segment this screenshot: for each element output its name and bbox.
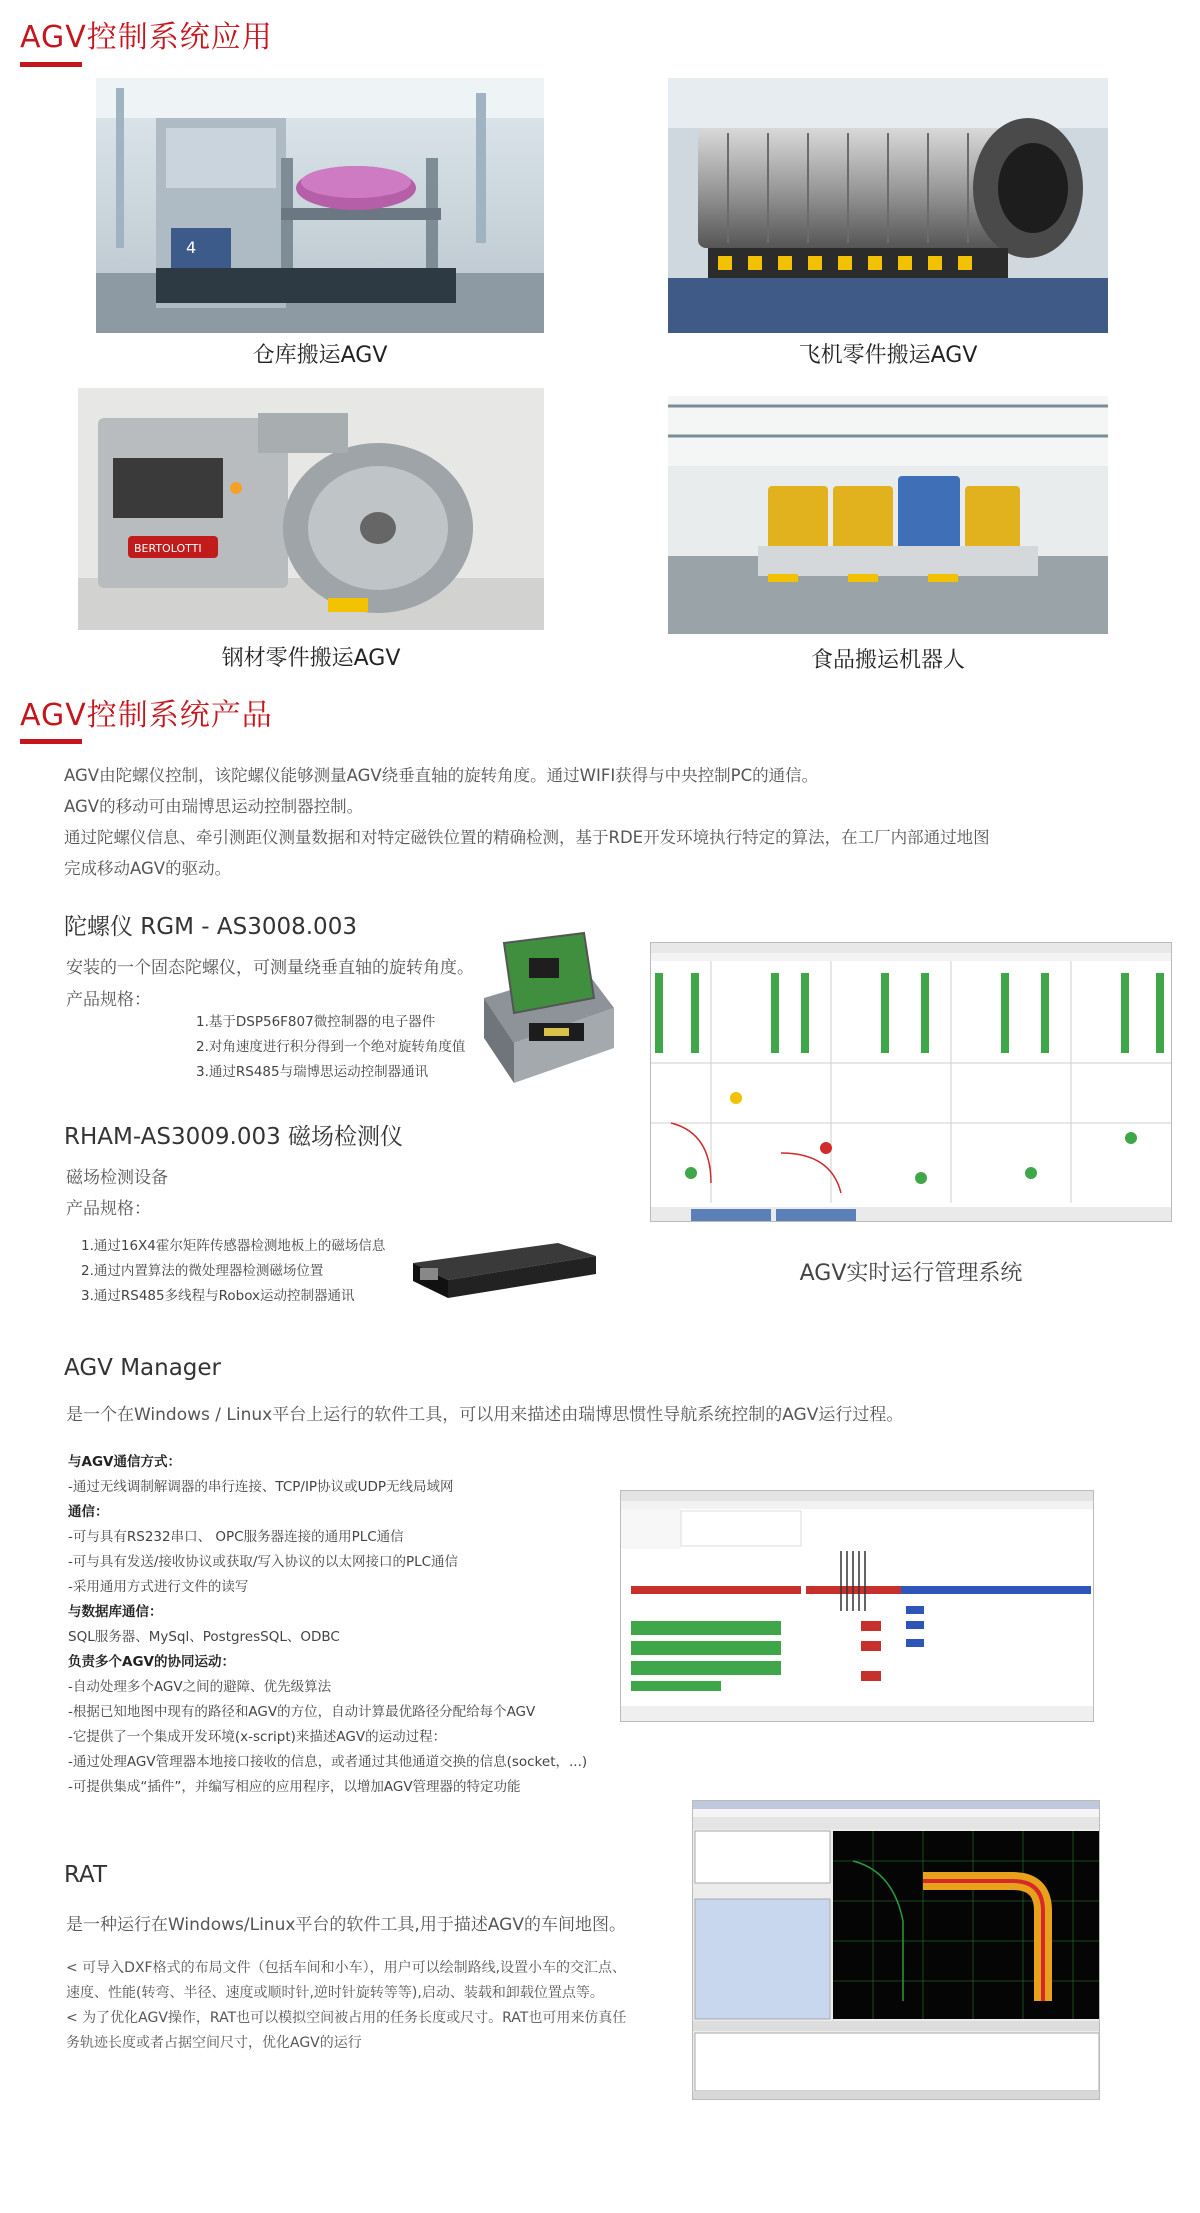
intro-paragraph	[64, 760, 990, 884]
warehouse-agv-photo	[96, 78, 544, 333]
gyro-spec-label: 产品规格：	[66, 990, 151, 1010]
aircraft-part-agv-photo	[668, 78, 1108, 333]
spec-item: 2.对角速度进行积分得到一个绝对旋转角度值	[196, 1039, 466, 1055]
section-title-underline	[20, 739, 82, 744]
magnetic-title: RHAM-AS3009.003 磁场检测仪	[64, 1124, 404, 1150]
detail-line: -通过无线调制解调器的串行连接、TCP/IP协议或UDP无线局域网	[68, 1479, 454, 1495]
svg-text:4: 4	[186, 238, 197, 257]
detail-heading: 负责多个AGV的协同运动：	[68, 1654, 235, 1670]
rat-line: < 为了优化AGV操作，RAT也可以模拟空间被占用的任务长度或尺寸。RAT也可用来仿真任	[66, 2010, 627, 2026]
gyro-spec-list	[196, 1010, 465, 1085]
section-title-underline	[20, 62, 82, 67]
food-robot-photo	[668, 396, 1108, 634]
detail-line: -通过处理AGV管理器本地接口接收的信息，或者通过其他通道交换的信息(socket，...)	[68, 1754, 588, 1770]
detail-line: -可提供集成“插件”，并编写相应的应用程序，以增加AGV管理器的特定功能	[68, 1779, 521, 1795]
detail-line: -自动处理多个AGV之间的避障、优先级算法	[68, 1679, 332, 1695]
detail-line: SQL服务器、MySql、PostgresSQL、ODBC	[68, 1629, 340, 1645]
section-title-applications: AGV控制系统应用	[20, 20, 273, 55]
magnetic-desc: 磁场检测设备	[66, 1168, 168, 1188]
rat-line: 务轨迹长度或者占据空间尺寸，优化AGV的运行	[66, 2035, 362, 2051]
rat-screenshot	[692, 1800, 1100, 2100]
steel-part-agv-photo	[78, 388, 544, 630]
photo-caption: 仓库搬运AGV	[252, 343, 388, 368]
magnetic-spec-list	[81, 1234, 385, 1309]
manager-detail-list	[68, 1450, 587, 1800]
svg-text:BERTOLOTTI: BERTOLOTTI	[134, 542, 202, 555]
spec-item: 3.通过RS485多线程与Robox运动控制器通讯	[81, 1288, 355, 1304]
rat-line: < 可导入DXF格式的布局文件（包括车间和小车），用户可以绘制路线,设置小车的交汇点、	[66, 1960, 627, 1976]
detail-heading: 与数据库通信：	[68, 1604, 163, 1620]
intro-line: AGV的移动可由瑞博思运动控制器控制。	[64, 797, 364, 816]
rat-detail-list	[66, 1956, 626, 2056]
intro-line: 完成移动AGV的驱动。	[64, 859, 232, 878]
gyro-desc: 安装的一个固态陀螺仪，可测量绕垂直轴的旋转角度。	[66, 958, 474, 978]
detail-line: -可与具有发送/接收协议或获取/写入协议的以太网接口的PLC通信	[68, 1554, 459, 1570]
detail-line: -采用通用方式进行文件的读写	[68, 1579, 249, 1595]
detail-line: -它提供了一个集成开发环境(x-script)来描述AGV的运动过程：	[68, 1729, 447, 1745]
gyro-title: 陀螺仪 RGM - AS3008.003	[64, 914, 357, 940]
section-title-products: AGV控制系统产品	[20, 698, 273, 733]
detail-heading: 与AGV通信方式：	[68, 1454, 181, 1470]
detail-line: -可与具有RS232串口、 OPC服务器连接的通用PLC通信	[68, 1529, 404, 1545]
rat-line: 速度、性能(转弯、半径、速度或顺时针,逆时针旋转等等),启动、装载和卸载位置点等。	[66, 1985, 604, 2001]
gyro-device-image	[474, 928, 622, 1088]
spec-item: 2.通过内置算法的微处理器检测磁场位置	[81, 1263, 324, 1279]
detail-heading: 通信：	[68, 1504, 109, 1520]
realtime-management-screenshot	[650, 942, 1172, 1222]
photo-caption: 食品搬运机器人	[810, 648, 965, 673]
intro-line: 通过陀螺仪信息、牵引测距仪测量数据和对特定磁铁位置的精确检测，基于RDE开发环境执行特定的算法，在工厂内部通过地图	[64, 828, 990, 847]
spec-item: 1.基于DSP56F807微控制器的电子器件	[196, 1014, 436, 1030]
rat-title: RAT	[64, 1862, 108, 1888]
detail-line: -根据已知地图中现有的路径和AGV的方位，自动计算最优路径分配给每个AGV	[68, 1704, 536, 1720]
manager-desc: 是一个在Windows / Linux平台上运行的软件工具，可以用来描述由瑞博思惯性导航系统控制的AGV运行过程。	[66, 1405, 904, 1425]
manager-title: AGV Manager	[64, 1355, 222, 1381]
magnetic-spec-label: 产品规格：	[66, 1199, 151, 1219]
spec-item: 1.通过16X4霍尔矩阵传感器检测地板上的磁场信息	[81, 1238, 386, 1254]
intro-line: AGV由陀螺仪控制，该陀螺仪能够测量AGV绕垂直轴的旋转角度。通过WIFI获得与中央控制PC的通信。	[64, 766, 819, 785]
photo-caption: 飞机零件搬运AGV	[798, 343, 978, 368]
realtime-caption: AGV实时运行管理系统	[799, 1261, 1023, 1286]
rat-desc: 是一种运行在Windows/Linux平台的软件工具,用于描述AGV的车间地图。	[66, 1915, 626, 1935]
photo-caption: 钢材零件搬运AGV	[221, 646, 401, 671]
magnetic-device-image	[408, 1238, 600, 1300]
spec-item: 3.通过RS485与瑞博思运动控制器通讯	[196, 1064, 429, 1080]
agv-manager-screenshot	[620, 1490, 1094, 1722]
